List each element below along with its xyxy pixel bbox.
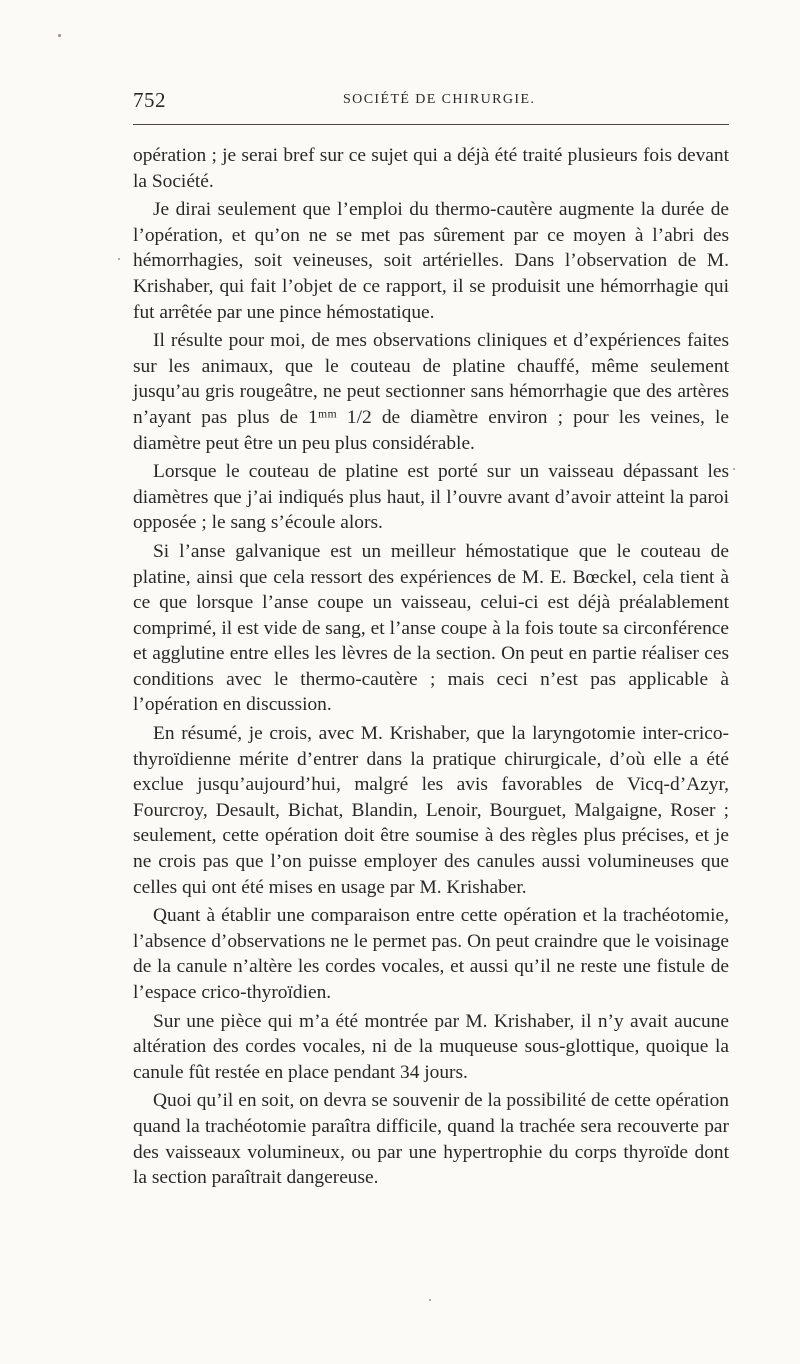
body-text: [133, 143, 729, 1194]
paragraph: Lorsque le couteau de platine est porté sur un vaisseau dépassant les diamètres que j’ai indiqués plus haut, il l’ouvre avant d’avoir atteint la paroi opposée ; le sang s’écoule alors.: [133, 461, 729, 534]
paragraph: Je dirai seulement que l’emploi du thermo-cautère augmente la durée de l’opération, et qu’on ne se met pas sûrement par ce moyen à l’abri des hémorrhagies, soit veineuses, soit artérielles. Dans l’observation de M. Krishaber, qui fait l’objet de ce rapport, il se produisit une hémorrhagie qui fut arrêtée par une pince hémostatique.: [133, 199, 729, 323]
paragraph: Quoi qu’il en soit, on devra se souvenir de la possibilité de cette opération quand la trachéotomie paraîtra difficile, quand la trachée sera recouverte par des vaisseaux volumineux, ou par une hypertrophie du corps thyroïde dont la section paraîtrait dangereuse.: [133, 1090, 729, 1189]
paper-speck: [118, 258, 120, 260]
paragraph: Quant à établir une comparaison entre cette opération et la trachéotomie, l’absence d’observations ne le permet pas. On peut craindre que le voisinage de la canule n’altère les cordes vocales, et aussi qu’il ne reste une fistule de l’espace crico-thyroïdien.: [133, 905, 729, 1003]
header-rule: [133, 124, 729, 125]
paper-speck: [733, 468, 735, 470]
running-title: SOCIÉTÉ DE CHIRURGIE.: [343, 92, 536, 107]
paper-speck: [429, 1299, 431, 1301]
paragraph-continued: opération ; je serai bref sur ce sujet qui a déjà été traité plusieurs fois devant la Société.: [133, 145, 729, 192]
paragraph: Si l’anse galvanique est un meilleur hémostatique que le couteau de platine, ainsi que cela ressort des expériences de M. E. Bœckel, cela tient à ce que lorsque l’anse coupe un vaisseau, celui-ci est déjà préalablement comprimé, il est vide de sang, et l’anse coupe à la fois toute sa circonférence et agglutine entre elles les lèvres de la section. On peut en partie réaliser ces conditions avec le thermo-cautère ; mais ceci n’est pas applicable à l’opération en discussion.: [133, 540, 729, 716]
paragraph: En résumé, je crois, avec M. Krishaber, que la laryngotomie inter-crico-thyroïdienne mérite d’entrer dans la pratique chirurgicale, d’où elle a été exclue jusqu’aujourd’hui, malgré les avis favorables de Vicq-d’Azyr, Fourcroy, Desault, Bichat, Blandin, Lenoir, Bourguet, Malgaigne, Roser ; seulement, cette opération doit être soumise à des règles plus précises, et je ne crois pas que l’on puisse employer des canules aussi volumineuses que celles qui ont été mises en usage par M. Krishaber.: [133, 723, 729, 898]
paragraph: Il résulte pour moi, de mes observations cliniques et d’expériences faites sur les animaux, que le couteau de platine chauffé, même seulement jusqu’au gris rougeâtre, ne peut sectionner sans hémorrhagie que des artères n’ayant pas plus de 1ᵐᵐ 1/2 de diamètre environ ; pour les veines, le diamètre peut être un peu plus considérable.: [133, 330, 729, 454]
paper-speck: [58, 34, 61, 37]
paragraph: Sur une pièce qui m’a été montrée par M. Krishaber, il n’y avait aucune altération des cordes vocales, ni de la muqueuse sous-glottique, quoique la canule fût restée en place pendant 34 jours.: [133, 1010, 729, 1083]
page-number: 752: [133, 88, 166, 112]
